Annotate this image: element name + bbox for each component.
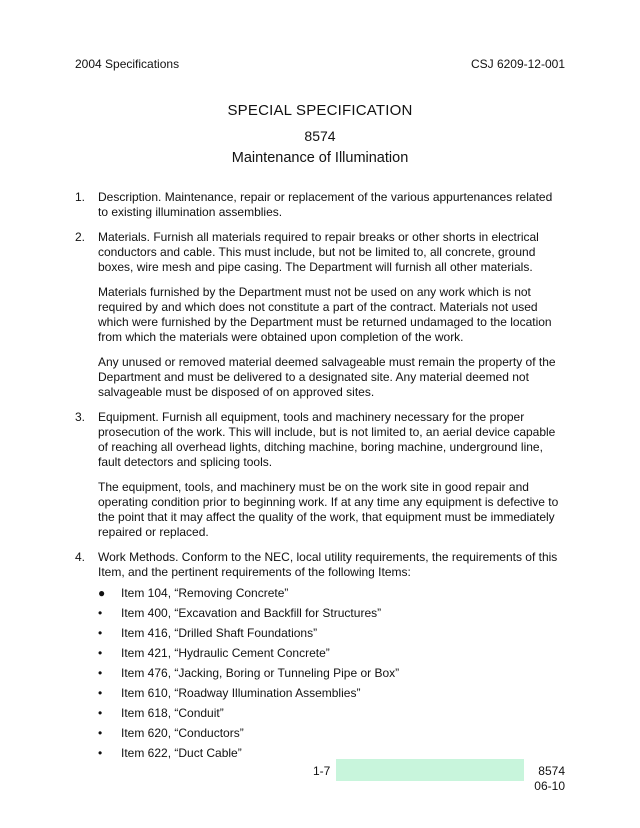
section-paragraph: The equipment, tools, and machinery must be on the work site in good repair and operating condition prior to beginning work. If at any time any equipment is defective to the point that it may affect the quality of the work, that equipment must be immediately repaired or replaced. — [98, 480, 559, 539]
section-text: Equipment. Furnish all equipment, tools and machinery necessary for the proper prosecution of the work. This will include, but is not limited to, an aerial device capable of reaching all overhead lights, ditching machine, boring machine, underground line, fault detectors and splicing tools. — [98, 410, 556, 469]
section-number: 2. — [75, 230, 86, 244]
section-materials — [75, 230, 565, 400]
list-item — [98, 626, 565, 646]
list-item-text: Item 421, “Hydraulic Cement Concrete” — [121, 646, 330, 660]
section-text: Description. Maintenance, repair or replacement of the various appurtenances related to existing illumination assemblies. — [98, 190, 553, 219]
spec-subtitle: Maintenance of Illumination — [231, 150, 409, 166]
bullet-icon: ● — [98, 586, 106, 600]
bullet-icon: • — [98, 646, 103, 660]
items-list — [75, 586, 565, 766]
spec-title: SPECIAL SPECIFICATION — [227, 102, 413, 119]
section-work-methods — [75, 550, 565, 580]
list-item-text: Item 618, “Conduit” — [121, 706, 224, 720]
section-number: 3. — [75, 410, 86, 424]
bullet-icon: • — [98, 726, 103, 740]
list-item-text: Item 476, “Jacking, Boring or Tunneling Pipe or Box” — [121, 666, 400, 680]
section-equipment — [75, 410, 565, 540]
list-item — [98, 606, 565, 626]
list-item-text: Item 416, “Drilled Shaft Foundations” — [121, 626, 318, 640]
footer-date: 06-10 — [534, 779, 565, 793]
bullet-icon: • — [98, 706, 103, 720]
footer-spec-info — [534, 764, 565, 794]
footer-spec-number: 8574 — [538, 764, 565, 778]
header-left-title: 2004 Specifications — [75, 57, 180, 71]
footer-page-number: 1-7 — [313, 764, 331, 778]
section-text: Materials. Furnish all materials required to repair breaks or other shorts in electrical conductors and cable. This must include, but not be limited to, all concrete, ground boxes, wire mesh and pipe casing. The Department will furnish all other materials. — [98, 230, 539, 274]
list-item-text: Item 610, “Roadway Illumination Assemblies” — [121, 686, 361, 700]
bullet-icon: • — [98, 606, 103, 620]
list-item — [98, 586, 565, 606]
list-item-text: Item 622, “Duct Cable” — [121, 746, 242, 760]
bullet-icon: • — [98, 746, 103, 760]
list-item-text: Item 104, “Removing Concrete” — [121, 586, 289, 600]
header-csj-number: CSJ 6209-12-001 — [470, 57, 565, 71]
list-item — [98, 706, 565, 726]
list-item-text: Item 400, “Excavation and Backfill for Structures” — [121, 606, 382, 620]
section-number: 1. — [75, 190, 86, 204]
list-item-text: Item 620, “Conductors” — [121, 726, 244, 740]
document-body — [75, 190, 565, 766]
bullet-icon: • — [98, 686, 103, 700]
list-item — [98, 666, 565, 686]
section-number: 4. — [75, 550, 86, 564]
section-text: Work Methods. Conform to the NEC, local utility requirements, the requirements of this Item, and the pertinent requirements of the following Items: — [98, 550, 558, 579]
section-description — [75, 190, 565, 220]
bullet-icon: • — [98, 626, 103, 640]
list-item — [98, 686, 565, 706]
section-paragraph: Materials furnished by the Department must not be used on any work which is not required by and which does not constitute a part of the contract. Materials not used which were furnished by the Department must be returned undamaged to the location from which the materials were obtained upon completion of the work. — [98, 285, 552, 344]
spec-number: 8574 — [304, 128, 336, 144]
list-item — [98, 646, 565, 666]
bullet-icon: • — [98, 666, 103, 680]
footer-highlight-band — [336, 759, 524, 781]
section-paragraph: Any unused or removed material deemed salvageable must remain the property of the Department and must be delivered to a designated site. Any material deemed not salvageable must be disposed of on approved sites. — [98, 355, 556, 399]
list-item — [98, 726, 565, 746]
